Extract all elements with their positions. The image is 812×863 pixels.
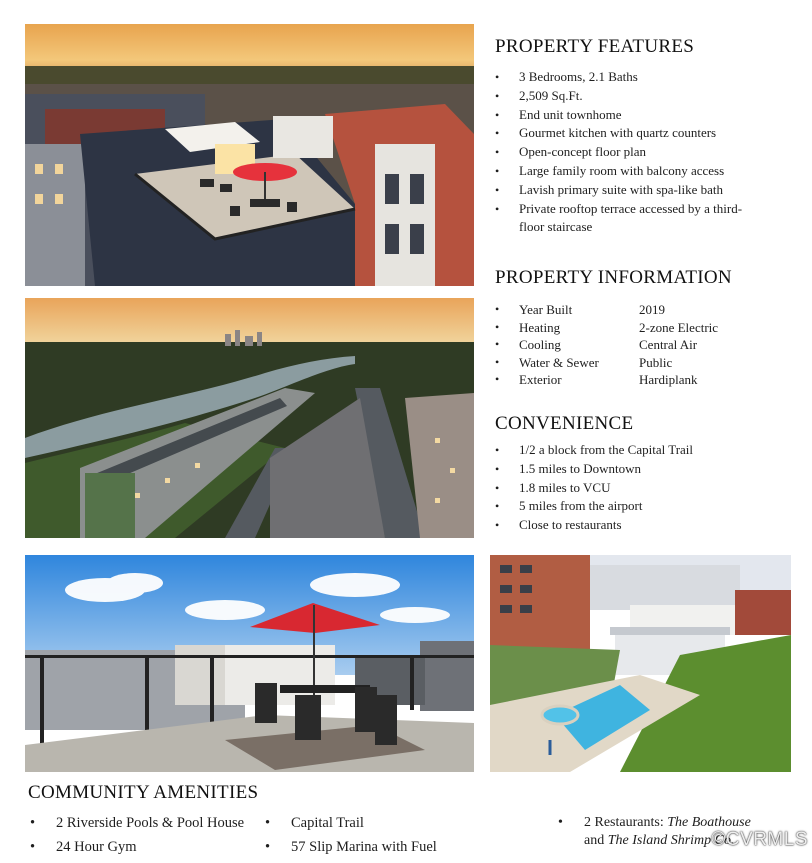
info-value: Public <box>639 354 673 370</box>
info-value: Central Air <box>639 337 698 353</box>
info-row <box>495 354 785 372</box>
aerial-river-photo <box>25 298 474 538</box>
info-value: 2-zone Electric <box>639 319 719 335</box>
convenience-heading: CONVENIENCE <box>495 413 634 434</box>
property-features-list <box>495 68 775 237</box>
list-item: • Large family room with balcony access <box>495 162 775 181</box>
property-features-heading: PROPERTY FEATURES <box>495 36 695 57</box>
list-item: • 1/2 a block from the Capital Trail <box>495 441 785 460</box>
list-item: • 5 miles from the airport <box>495 497 785 516</box>
community-pool-photo <box>490 555 791 772</box>
info-value: 2019 <box>639 302 665 317</box>
property-information-heading: PROPERTY INFORMATION <box>495 267 732 288</box>
info-row <box>495 319 785 337</box>
amenity-item: • 24 Hour Gym <box>30 838 137 857</box>
info-label: • Year Built <box>519 302 573 317</box>
amenity-item: • 57 Slip Marina with Fuel <box>265 838 437 857</box>
list-item: • End unit townhome <box>495 106 775 125</box>
info-label: • Exterior <box>519 372 562 388</box>
info-row <box>495 371 785 389</box>
amenity-item: • 2 Riverside Pools & Pool House <box>30 814 244 833</box>
community-amenities-heading: COMMUNITY AMENITIES <box>28 782 259 803</box>
list-item: • Open-concept floor plan <box>495 143 775 162</box>
cvrmls-watermark: ©CVRMLS <box>711 829 808 850</box>
restaurants-and: and <box>584 833 605 848</box>
convenience-list <box>495 441 785 535</box>
list-item: • Lavish primary suite with spa-like bath <box>495 181 775 200</box>
list-item: • 1.5 miles to Downtown <box>495 460 785 479</box>
list-item: • 3 Bedrooms, 2.1 Baths <box>495 68 775 87</box>
restaurant-name: The Island Shrimp Co. <box>607 833 735 848</box>
info-label: • Water & Sewer <box>519 354 599 370</box>
info-value: Hardiplank <box>639 372 698 388</box>
list-item: • Close to restaurants <box>495 516 785 535</box>
terrace-umbrella-photo <box>25 555 474 772</box>
list-item: • 2,509 Sq.Ft. <box>495 87 775 106</box>
restaurant-name: The Boathouse <box>667 815 751 830</box>
list-item: • Gourmet kitchen with quartz counters <box>495 124 775 143</box>
list-item: • Private rooftop terrace accessed by a third-floor staircase <box>495 200 767 238</box>
amenity-item: • Capital Trail <box>265 814 364 833</box>
property-information-list <box>495 301 785 389</box>
info-row <box>495 336 785 354</box>
info-label: • Cooling <box>519 337 561 353</box>
info-label: • Heating <box>519 319 561 335</box>
restaurants-label: 2 Restaurants: <box>584 815 664 830</box>
info-row <box>495 301 785 319</box>
rooftop-terrace-photo <box>25 24 474 286</box>
list-item: • 1.8 miles to VCU <box>495 479 785 498</box>
